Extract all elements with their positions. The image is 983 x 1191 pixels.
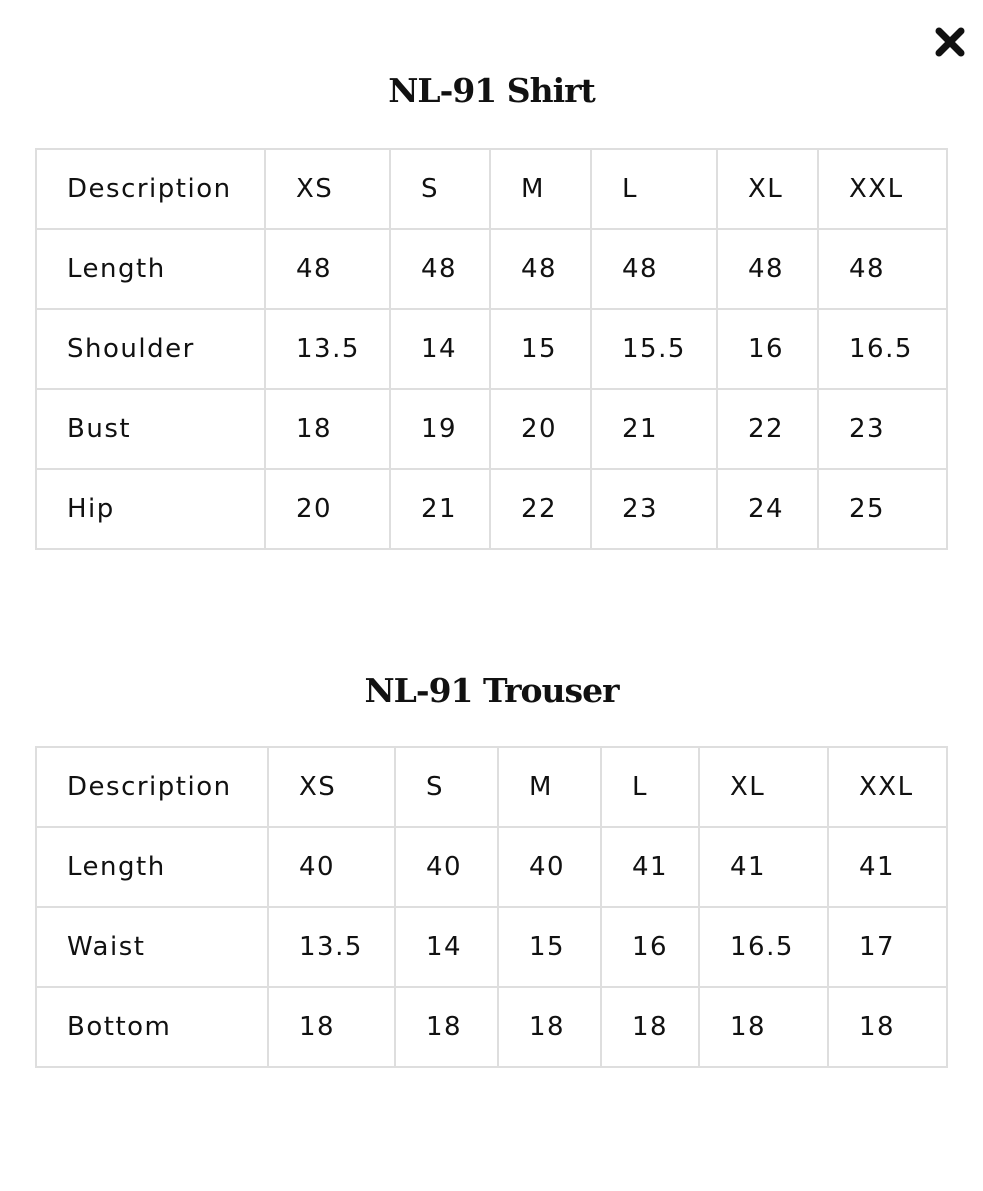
table-cell: 15	[498, 907, 601, 987]
table-cell: 16.5	[699, 907, 828, 987]
row-label-cell: Shoulder	[36, 309, 265, 389]
table-row	[36, 389, 947, 469]
table-row	[36, 987, 947, 1067]
table-cell: 18	[699, 987, 828, 1067]
table-cell: 40	[395, 827, 498, 907]
table-cell: 16	[601, 907, 699, 987]
table-row	[36, 907, 947, 987]
header-cell-description: Description	[36, 747, 268, 827]
table-cell: 20	[490, 389, 591, 469]
table-cell: 48	[265, 229, 390, 309]
table-cell: 14	[390, 309, 490, 389]
table-row	[36, 827, 947, 907]
table-cell: 19	[390, 389, 490, 469]
table-cell: 15.5	[591, 309, 717, 389]
table-cell: 40	[268, 827, 395, 907]
header-cell-l: L	[601, 747, 699, 827]
table-cell: 48	[818, 229, 947, 309]
table-row	[36, 309, 947, 389]
header-cell-l: L	[591, 149, 717, 229]
shirt-size-table	[35, 148, 948, 550]
header-cell-xs: XS	[268, 747, 395, 827]
header-cell-xs: XS	[265, 149, 390, 229]
row-label-cell: Hip	[36, 469, 265, 549]
header-cell-s: S	[390, 149, 490, 229]
header-cell-xxl: XXL	[818, 149, 947, 229]
table-cell: 48	[390, 229, 490, 309]
table-cell: 20	[265, 469, 390, 549]
table-cell: 18	[268, 987, 395, 1067]
shirt-size-chart-title: NL-91 Shirt	[388, 71, 595, 110]
table-cell: 13.5	[268, 907, 395, 987]
table-cell: 22	[490, 469, 591, 549]
table-cell: 18	[265, 389, 390, 469]
table-cell: 23	[591, 469, 717, 549]
header-cell-m: M	[490, 149, 591, 229]
header-cell-s: S	[395, 747, 498, 827]
row-label-cell: Length	[36, 827, 268, 907]
table-cell: 16.5	[818, 309, 947, 389]
row-label-cell: Waist	[36, 907, 268, 987]
table-cell: 40	[498, 827, 601, 907]
table-row	[36, 229, 947, 309]
close-button[interactable]	[930, 22, 970, 62]
table-row	[36, 469, 947, 549]
table-cell: 22	[717, 389, 818, 469]
trouser-size-table	[35, 746, 948, 1068]
table-header-row	[36, 747, 947, 827]
header-cell-m: M	[498, 747, 601, 827]
table-cell: 14	[395, 907, 498, 987]
trouser-size-chart-title: NL-91 Trouser	[364, 671, 619, 710]
table-cell: 16	[717, 309, 818, 389]
table-cell: 48	[717, 229, 818, 309]
header-cell-xxl: XXL	[828, 747, 947, 827]
table-cell: 18	[395, 987, 498, 1067]
header-cell-xl: XL	[717, 149, 818, 229]
table-cell: 18	[601, 987, 699, 1067]
row-label-cell: Bottom	[36, 987, 268, 1067]
table-cell: 18	[828, 987, 947, 1067]
table-cell: 15	[490, 309, 591, 389]
table-cell: 18	[498, 987, 601, 1067]
header-cell-xl: XL	[699, 747, 828, 827]
table-cell: 41	[828, 827, 947, 907]
table-cell: 25	[818, 469, 947, 549]
row-label-cell: Length	[36, 229, 265, 309]
table-cell: 21	[390, 469, 490, 549]
close-x-icon	[930, 22, 970, 62]
row-label-cell: Bust	[36, 389, 265, 469]
table-cell: 48	[591, 229, 717, 309]
table-cell: 41	[699, 827, 828, 907]
table-cell: 41	[601, 827, 699, 907]
table-cell: 13.5	[265, 309, 390, 389]
table-cell: 21	[591, 389, 717, 469]
table-cell: 17	[828, 907, 947, 987]
table-cell: 23	[818, 389, 947, 469]
table-cell: 24	[717, 469, 818, 549]
table-cell: 48	[490, 229, 591, 309]
table-header-row	[36, 149, 947, 229]
header-cell-description: Description	[36, 149, 265, 229]
